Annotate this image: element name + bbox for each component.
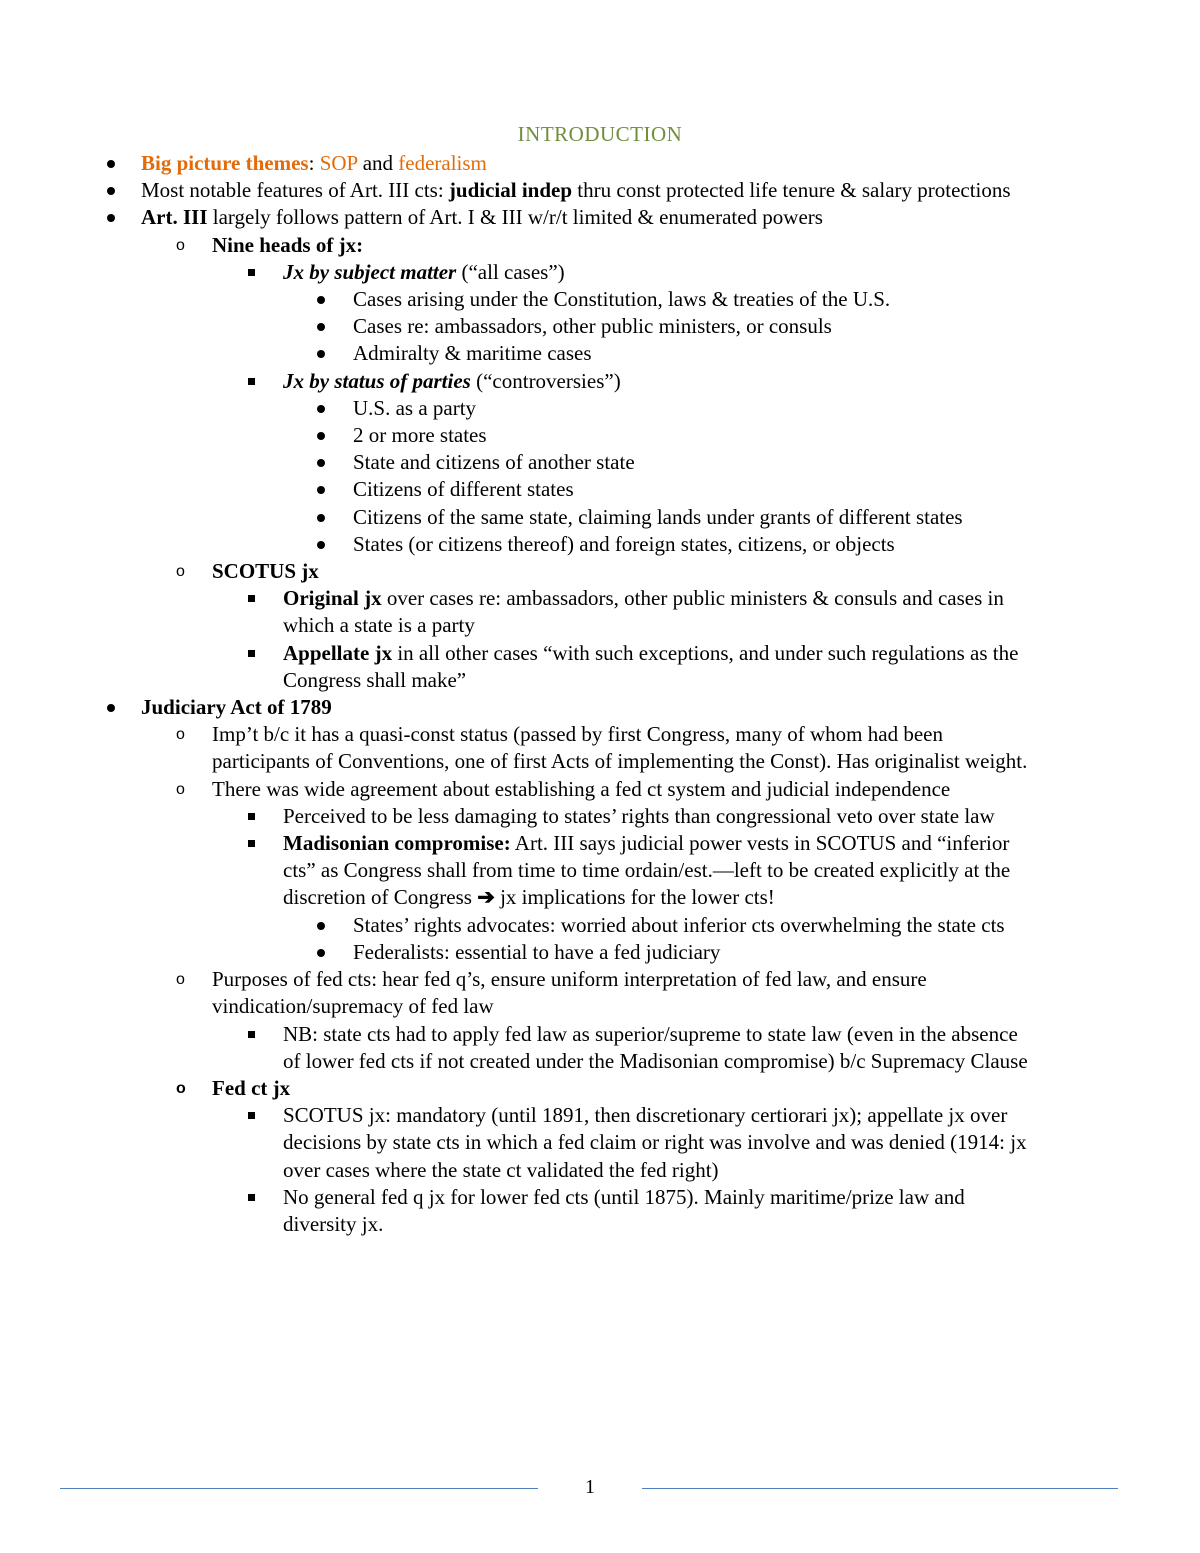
list-item-text: States’ rights advocates: worried about inferior cts overwhelming the state cts [353, 912, 1005, 937]
perceived-text: Perceived to be less damaging to states’ rights than congressional veto over state law [283, 803, 995, 828]
continuation-line [0, 857, 1200, 884]
themes-label: Big picture themes [141, 151, 309, 175]
federalism-text: federalism [398, 151, 487, 175]
status-parties-text: (“controversies”) [476, 368, 621, 393]
subject-matter-text: (“all cases”) [461, 259, 565, 284]
list-item-themes [0, 150, 1200, 177]
list-item-purposes [0, 966, 1200, 993]
list-item-features [0, 177, 1200, 204]
original-jx-text: over cases re: ambassadors, other public ministers & consuls and cases in [386, 586, 1004, 611]
bullet-icon [317, 486, 325, 494]
bullet-icon [107, 704, 115, 712]
continuation-line [0, 612, 1200, 639]
appellate-jx-text: in all other cases “with such exceptions, and under such regulations as the [397, 640, 1019, 665]
list-item-text: U.S. as a party [353, 395, 477, 420]
list-item-agreement [0, 776, 1200, 803]
bullet-icon [107, 187, 115, 195]
footer-divider-left [60, 1488, 538, 1489]
list-item-text: Admiralty & maritime cases [353, 341, 592, 366]
madisonian-text-cont: cts” as Congress shall from time to time ordain/est.—left to be created explicitly at the [283, 858, 1011, 883]
status-parties-label: Jx by status of parties [283, 368, 471, 393]
sop-text: SOP [319, 151, 358, 175]
bullet-icon [317, 922, 325, 930]
continuation-line [0, 1211, 1200, 1238]
list-item [0, 422, 1200, 449]
list-item-nb [0, 1021, 1200, 1048]
bullet-icon [107, 160, 115, 168]
continuation-line [0, 1157, 1200, 1184]
judiciary-act-text: Judiciary Act of 1789 [141, 695, 332, 720]
list-item-subject-matter [0, 259, 1200, 286]
art3-text: largely follows pattern of Art. I & III w/r/t limited & enumerated powers [212, 205, 823, 230]
purposes-text: Purposes of fed cts: hear fed q’s, ensure uniform interpretation of fed law, and ensure [212, 967, 927, 992]
list-item [0, 340, 1200, 367]
square-bullet-icon [248, 650, 255, 657]
bullet-icon [317, 432, 325, 440]
list-item-text: Cases re: ambassadors, other public ministers, or consuls [353, 314, 832, 339]
continuation-line [0, 993, 1200, 1020]
bullet-icon [317, 514, 325, 522]
continuation-line [0, 748, 1200, 775]
nine-heads-text: Nine heads of jx: [212, 232, 364, 257]
impt-text-cont: participants of Conventions, one of first Acts of implementing the Const). Has originalist weight. [212, 749, 1028, 774]
list-item [0, 313, 1200, 340]
list-item [0, 395, 1200, 422]
madisonian-label: Madisonian compromise: [283, 831, 511, 856]
list-item-text: Citizens of different states [353, 477, 574, 502]
bullet-icon [317, 296, 325, 304]
appellate-jx-label: Appellate jx [283, 640, 393, 665]
square-bullet-icon [248, 813, 255, 820]
square-bullet-icon [248, 595, 255, 602]
list-item-no-general [0, 1184, 1200, 1211]
list-item-text: State and citizens of another state [353, 450, 635, 475]
circle-bullet-icon: o [176, 563, 185, 581]
list-item-status-of-parties [0, 368, 1200, 395]
list-item-text: Citizens of the same state, claiming lands under grants of different states [353, 504, 963, 529]
bullet-icon [317, 541, 325, 549]
circle-bullet-icon: o [176, 236, 185, 254]
circle-bullet-icon: o [176, 726, 185, 744]
arrow-right-icon: ➔ [477, 885, 495, 910]
continuation-line [0, 667, 1200, 694]
madisonian-text-cont3: jx implications for the lower cts! [500, 885, 775, 910]
continuation-line [0, 1048, 1200, 1075]
bullet-icon [317, 350, 325, 358]
list-item-fed-ct-jx [0, 1075, 1200, 1102]
features-text-post: thru const protected life tenure & salary protections [577, 178, 1011, 203]
list-item-original-jx [0, 585, 1200, 612]
art3-bold: Art. III [141, 205, 208, 230]
agreement-text: There was wide agreement about establishing a fed ct system and judicial independence [212, 776, 951, 801]
list-item [0, 912, 1200, 939]
impt-text: Imp’t b/c it has a quasi-const status (passed by first Congress, many of whom had been [212, 722, 943, 747]
list-item-text: Federalists: essential to have a fed judiciary [353, 939, 721, 964]
appellate-jx-text-cont: Congress shall make” [283, 667, 467, 692]
purposes-text-cont: vindication/supremacy of fed law [212, 994, 494, 1019]
bullet-icon [317, 323, 325, 331]
list-item-appellate-jx [0, 640, 1200, 667]
list-item [0, 449, 1200, 476]
list-item-nine-heads [0, 232, 1200, 259]
circle-bullet-icon: o [176, 780, 185, 798]
list-item-judiciary-act [0, 694, 1200, 721]
features-bold: judicial indep [448, 178, 573, 203]
footer-divider-right [642, 1488, 1118, 1489]
subject-matter-label: Jx by subject matter [283, 259, 457, 284]
bullet-icon [317, 459, 325, 467]
scotus-jx-text: SCOTUS jx [212, 559, 319, 584]
list-item-impt [0, 721, 1200, 748]
madisonian-text-cont2: discretion of Congress [283, 885, 472, 910]
list-item-madisonian [0, 830, 1200, 857]
continuation-line [0, 1129, 1200, 1156]
original-jx-label: Original jx [283, 586, 382, 611]
square-bullet-icon [248, 1031, 255, 1038]
original-jx-text-cont: which a state is a party [283, 613, 475, 638]
list-item-art3 [0, 204, 1200, 231]
list-item-scotus-mandatory [0, 1102, 1200, 1129]
bullet-icon [107, 214, 115, 222]
square-bullet-icon [248, 1194, 255, 1201]
list-item [0, 531, 1200, 558]
scotus-mandatory-text-cont: decisions by state cts in which a fed claim or right was involve and was denied (1914: jx [283, 1130, 1027, 1155]
nb-text-cont: of lower fed cts if not created under the Madisonian compromise) b/c Supremacy Clause [283, 1048, 1028, 1073]
continuation-line [0, 884, 1200, 911]
page-title: INTRODUCTION [517, 122, 683, 146]
page-number: 1 [585, 1476, 595, 1498]
square-bullet-icon [248, 378, 255, 385]
madisonian-text: Art. III says judicial power vests in SCOTUS and “inferior [514, 831, 1010, 856]
square-bullet-icon [248, 269, 255, 276]
features-text: Most notable features of Art. III cts: [141, 178, 444, 203]
nb-text: NB: state cts had to apply fed law as superior/supreme to state law (even in the absence [283, 1021, 1018, 1046]
fed-ct-jx-text: Fed ct jx [212, 1075, 291, 1100]
square-bullet-icon [248, 1112, 255, 1119]
and-text: and [362, 151, 394, 175]
list-item [0, 504, 1200, 531]
list-item-text: 2 or more states [353, 423, 487, 448]
list-item [0, 286, 1200, 313]
bullet-icon [317, 405, 325, 413]
list-item-text: States (or citizens thereof) and foreign states, citizens, or objects [353, 531, 895, 556]
list-item [0, 939, 1200, 966]
list-item-scotus-jx [0, 558, 1200, 585]
no-general-text-cont: diversity jx. [283, 1211, 384, 1236]
scotus-mandatory-text-cont2: over cases where the state ct validated the fed right) [283, 1157, 719, 1182]
colon: : [308, 151, 315, 175]
scotus-mandatory-text: SCOTUS jx: mandatory (until 1891, then discretionary certiorari jx); appellate jx over [283, 1103, 1008, 1128]
no-general-text: No general fed q jx for lower fed cts (until 1875). Mainly maritime/prize law and [283, 1184, 965, 1209]
list-item [0, 476, 1200, 503]
square-bullet-icon [248, 840, 255, 847]
list-item-perceived [0, 803, 1200, 830]
list-item-text: Cases arising under the Constitution, laws & treaties of the U.S. [353, 287, 891, 312]
outline [0, 150, 1200, 1238]
bullet-icon [317, 949, 325, 957]
circle-bullet-icon: o [176, 971, 185, 989]
circle-bullet-icon: o [176, 1079, 186, 1097]
